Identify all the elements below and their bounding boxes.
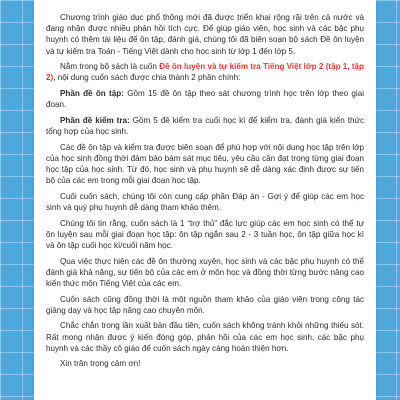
book-title-paragraph — [46, 61, 364, 83]
review-section-text: Gồm 15 đề ôn tập theo sát chương trình học trên lớp theo giai đoạn. — [46, 89, 364, 110]
teacher-paragraph: Cuốn sách cũng đồng thời là một nguồn tham khảo của giáo viên trong công tác giảng dạy và học tập nâng cao chuyên môn. — [46, 294, 364, 315]
intro-paragraph: Chương trình giáo dục phổ thông mới đã được triển khai rộng rãi trên cả nước và đang nhận được nhiều phản hồi tích cực. Để giúp giáo viên, học sinh và các bậc phụ huynh có thêm tài liệu để ôn tập, đánh giá, chúng tôi đã biên soạn bộ sách Đề ôn luyện và tự kiểm tra Toán - Tiếng Việt dành cho học sinh từ lớp 1 đến lớp 5. — [46, 13, 364, 56]
practice-paragraph: Qua việc thực hiện các đề ôn thường xuyên, học sinh và các bậc phụ huynh có thể đánh giá khả năng, sự tiến bộ của các em ở môn học và đồng thời từng bước nâng cao kiến thức môn Tiếng Việt của các em. — [46, 256, 364, 288]
review-section-label: Phần đề ôn tập: — [60, 89, 124, 98]
book-title-lead: Nằm trong bộ sách là cuốn — [60, 62, 160, 72]
helper-paragraph: Chúng tôi tin rằng, cuốn sách là 1 “trợ thủ” đắc lực giúp các em học sinh có thể tự ôn luyện sau mỗi giai đoạn học tập: ôn tập ngắn sau 2 - 3 tuần học, ôn tập giữa học kì và ôn tập cuối học kì/cuối năm học. — [46, 218, 364, 250]
feedback-paragraph: Chắc chắn trong lần xuất bản đầu tiên, cuốn sách không tránh khỏi những thiếu sót. Rất mong nhận được ý kiến đóng góp, phản hồi của các em học sinh, các bậc phụ huynh và các thầy cô giáo để cuốn sách ngày càng hoàn thiện hơn. — [46, 321, 364, 353]
book-title-trail: , nội dung cuốn sách được chia thành 2 phần chính: — [53, 73, 241, 83]
answers-paragraph: Cuối cuốn sách, chúng tôi còn cung cấp phần Đáp án - Gợi ý để giúp các em học sinh và quý phụ huynh dễ dàng tham khảo thêm. — [46, 191, 364, 212]
test-section-paragraph — [46, 115, 364, 137]
document-content — [34, 0, 376, 370]
review-section-paragraph — [46, 88, 364, 110]
test-section-text: Gồm 5 đề kiểm tra cuối học kì để kiểm tra, đánh giá kiến thức tổng hợp của học sinh. — [46, 115, 364, 136]
design-paragraph: Các đề ôn tập và kiểm tra được biên soạn để phù hợp với nội dung học tập trên lớp của học sinh đồng thời đảm bảo bám sát mục tiêu, yêu cầu cần đạt trong từng giai đoạn học tập của học sinh. Từ đó, học sinh và phụ huynh sẽ dễ dàng xác định được sự tiến bộ của các em trong mỗi giai đoạn học tập. — [46, 142, 364, 186]
document-page — [34, 0, 376, 400]
book-title-highlight: Đề ôn luyện và tự kiểm tra Tiếng Việt lớp 2 (tập 1, tập 2) — [46, 62, 364, 83]
thanks-paragraph: Xin trân trọng cảm ơn! — [60, 359, 141, 369]
test-section-label: Phần đề kiểm tra: — [60, 115, 130, 125]
